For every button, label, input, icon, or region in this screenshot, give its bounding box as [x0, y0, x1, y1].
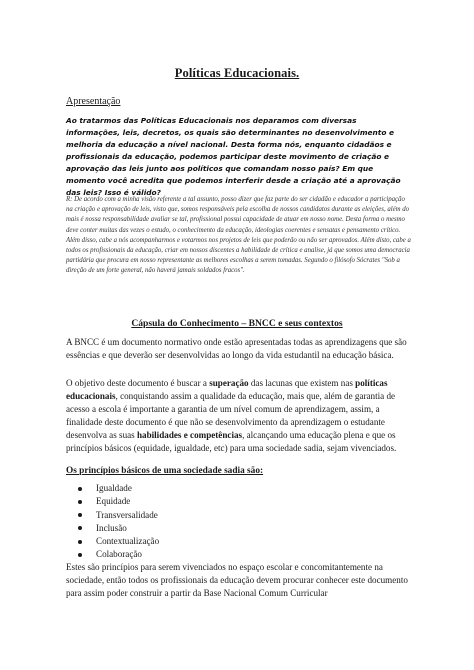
bullet-icon	[78, 526, 82, 530]
intro-question: Ao tratarmos das Políticas Educacionais nos deparamos com diversas informações, leis, decretos, os quais são determinantes no desenvolvimento e melhoria da educação a nível nacional. Desta forma nós, enquanto cidadãos e profissionais da educação, podemos participar deste movimento de criação e aprovação das leis junto aos políticos que comandam nosso país? Em que momento você acredita que podemos interferir desde a criação até a aprovação das leis? Isso é válido?	[66, 116, 401, 197]
paragraph-text: das lacunas que existem nas	[248, 378, 356, 388]
principles-list	[76, 482, 159, 562]
bullet-icon	[78, 540, 82, 544]
bullet-icon	[78, 500, 82, 504]
bullet-icon	[78, 487, 82, 491]
section-heading: Apresentação	[66, 96, 121, 107]
list-item-label: Colaboração	[96, 549, 142, 560]
principles-heading: Os princípios básicos de uma sociedade sadia são:	[66, 466, 264, 476]
bold-term: habilidades e competências	[136, 430, 243, 440]
paragraph-text: O objetivo deste documento é buscar a	[66, 378, 210, 388]
bullet-icon	[78, 513, 82, 517]
bold-term: superação	[209, 378, 249, 388]
paragraph-text: , alcançando uma educação plena e que os princípios básicos (equidade, igualdade, etc) para uma sociedade sadia, sejam vivenciados.	[66, 430, 397, 453]
list-item-label: Igualdade	[96, 483, 132, 493]
list-item-label: Transversalidade	[96, 509, 158, 520]
paragraph-text: , conquistando assim a qualidade da educação, mais que, além de garantia de acesso a escola é importante a garantia de um nível comum de aprendizagem, assim, a finalidade deste documento é que não se desenvolvimento da aprendizagem o estudante desenvolva as suas	[66, 391, 396, 440]
answer-text: R: De acordo com a minha visão referente a tal assunto, posso dizer que faz parte do ser cidadão e educador a participação na criação e aprovação de leis, visto que, somos responsáveis pela escolha de nossos candidatos durante as eleições, além do mais é nossa responsabilidade avaliar se tal, profissional possui capacidade de atuar em nosso nome. Desta forma o mesmo deve conter muitas das vezes o estudo, o conhecimento da educação, ideologias coerentes e sensatas e pensamento crítico. Além disso, cabe a nós acompanharmos e votarmos nos projetos de leis que poderão ou não ser aprovados. Além disto, cabe a todos os profissionais da educação, criar em nossos discentes a habilidade de crítica e analise, já que somos uma democracia partidária que procura em nosso representante as melhores escolhas a serem tomadas. Segundo o filósofo Sócrates "Sob a direção de um forte general, não haverá jamais soldados fracos".	[66, 196, 411, 275]
list-item	[76, 482, 159, 495]
list-item	[76, 495, 159, 508]
list-item	[76, 548, 159, 561]
paragraph-conclusion: Estes são princípios para serem vivenciados no espaço escolar e concomitantemente na sociedade, então todos os profissionais da educação devem procurar conhecer este documento para assim poder construir a partir da Base Nacional Comum Curricular	[66, 562, 408, 598]
capsule-title: Cápsula do Conhecimento – BNCC e seus contextos	[131, 318, 343, 329]
list-item-label: Inclusão	[96, 522, 127, 533]
list-item-label: Contextualização	[96, 536, 160, 547]
list-item	[76, 535, 159, 548]
paragraph-bncc-intro: A BNCC é um documento normativo onde estão apresentadas todas as aprendizagens que são essências e que deverão ser desenvolvidas ao longo da vida estudantil na educação básica.	[66, 337, 407, 360]
paragraph-objective	[66, 377, 412, 455]
bullet-icon	[78, 553, 82, 557]
list-item	[76, 522, 159, 535]
list-item-label: Equidade	[96, 496, 131, 507]
bold-term: políticas educacionais	[66, 378, 388, 401]
document-title: Políticas Educacionais.	[174, 66, 300, 80]
list-item	[76, 509, 159, 522]
